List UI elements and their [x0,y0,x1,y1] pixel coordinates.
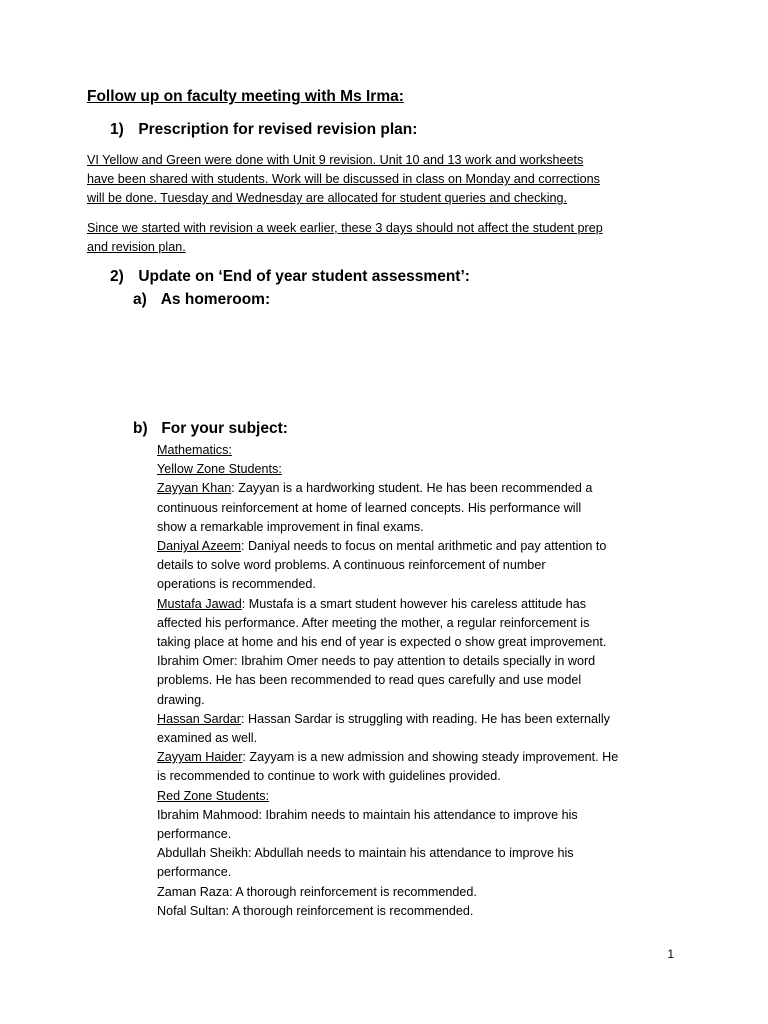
student-comment-line: performance. [157,827,232,842]
revision-timing-paragraph [87,219,679,257]
paragraph-line: have been shared with students. Work will be discussed in class on Monday and corrections [87,172,600,187]
red-zone-heading: Red Zone Students: [157,788,270,803]
student-comment-line: drawing. [157,692,205,707]
page-number: 1 [667,947,674,961]
student-comment: : Zayyam is a new admission and showing steady improvement. He [242,750,619,765]
section-2-number: 2) [110,268,124,285]
section-2-title: Update on ‘End of year student assessment’: [138,268,470,285]
student-comment-line: continuous reinforcement at home of learned concepts. His performance will [157,500,582,515]
student-comment-line: taking place at home and his end of year is expected o show great improvement. [157,635,607,650]
student-entry-ibrahim-omer: Ibrahim Omer: Ibrahim Omer needs to pay attention to details specially in word [157,654,596,669]
student-comment: : Daniyal needs to focus on mental arithmetic and pay attention to [241,539,607,554]
subsection-a-heading [133,291,270,309]
revision-plan-paragraph [87,151,679,209]
student-entry-daniyal [157,537,717,556]
student-comment-line: affected his performance. After meeting the mother, a regular reinforcement is [157,615,590,630]
section-2-heading [110,268,470,286]
student-name: Zayyam Haider [157,750,243,765]
student-name: Mustafa Jawad [157,596,242,611]
subsection-b-letter: b) [133,420,148,437]
student-entry-nofal: Nofal Sultan: A thorough reinforcement is recommended. [157,903,474,918]
paragraph-line: will be done. Tuesday and Wednesday are allocated for student queries and checking. [87,191,568,206]
subject-report [157,441,717,921]
yellow-zone-heading: Yellow Zone Students: [157,462,282,477]
student-comment-line: details to solve word problems. A continuous reinforcement of number [157,558,546,573]
document-title: Follow up on faculty meeting with Ms Irma: [87,88,404,105]
student-comment: : Zayyan is a hardworking student. He has been recommended a [231,481,593,496]
student-name: Hassan Sardar [157,711,241,726]
student-name: Zayyan Khan [157,481,232,496]
student-comment-line: performance. [157,865,232,880]
paragraph-line: Since we started with revision a week earlier, these 3 days should not affect the student prep [87,221,603,235]
student-entry-zaman: Zaman Raza: A thorough reinforcement is recommended. [157,884,477,899]
student-comment-line: is recommended to continue to work with guidelines provided. [157,769,501,784]
subsection-b-heading [133,420,288,438]
student-name: Daniyal Azeem [157,539,241,554]
section-1-title: Prescription for revised revision plan: [138,121,418,138]
section-1-heading [110,121,417,139]
student-entry-mustafa [157,595,717,614]
student-entry-ibrahim-mahmood: Ibrahim Mahmood: Ibrahim needs to maintain his attendance to improve his [157,807,578,822]
student-comment: : Hassan Sardar is struggling with reading. He has been externally [241,711,610,726]
student-comment-line: examined as well. [157,731,258,746]
student-comment-line: operations is recommended. [157,577,316,592]
subsection-a-title: As homeroom: [160,291,271,308]
student-comment: : Mustafa is a smart student however his careless attitude has [241,596,587,611]
subsection-b-title: For your subject: [161,420,288,437]
subsection-a-letter: a) [133,291,147,308]
paragraph-line: and revision plan. [87,240,186,255]
student-comment-line: problems. He has been recommended to read ques carefully and use model [157,673,582,688]
student-entry-zayyan [157,479,717,498]
student-entry-hassan [157,710,717,729]
student-entry-abdullah: Abdullah Sheikh: Abdullah needs to maintain his attendance to improve his [157,846,574,861]
section-1-number: 1) [110,121,124,138]
subject-name: Mathematics: [157,443,232,457]
student-entry-zayyam [157,748,717,767]
student-comment-line: show a remarkable improvement in final exams. [157,519,424,534]
paragraph-line: VI Yellow and Green were done with Unit 9 revision. Unit 10 and 13 work and worksheets [87,153,584,167]
